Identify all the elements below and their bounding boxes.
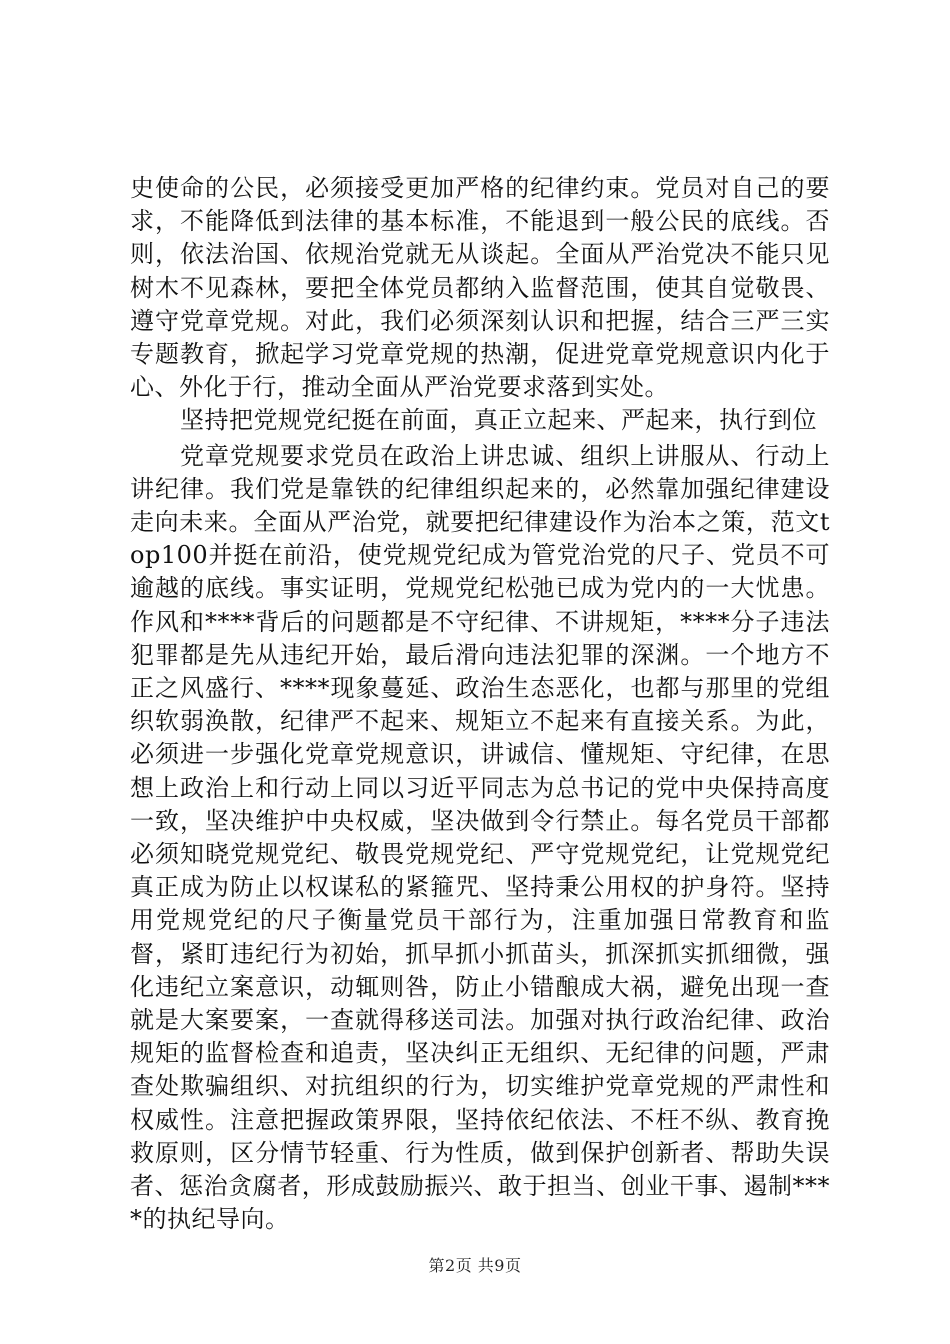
document-body bbox=[130, 172, 830, 1237]
section-heading: 坚持把党规党纪挺在前面，真正立起来、严起来，执行到位 bbox=[180, 406, 817, 435]
paragraph-body: 党章党规要求党员在政治上讲忠诚、组织上讲服从、行动上讲纪律。我们党是靠铁的纪律组织起来的，必然靠加强纪律建设走向未来。全面从严治党，就要把纪律建设作为治本之策，范文top100并挺在前沿，使党规党纪成为管党治党的尺子、党员不可逾越的底线。事实证明，党规党纪松弛已成为党内的一大忧患。作风和****背后的问题都是不守纪律、不讲规矩，****分子违法犯罪都是先从违纪开始，最后滑向违法犯罪的深渊。一个地方不正之风盛行、****现象蔓延、政治生态恶化，也都与那里的党组织软弱涣散，纪律严不起来、规矩立不起来有直接关系。为此，必须进一步强化党章党规意识，讲诚信、懂规矩、守纪律，在思想上政治上和行动上同以习近平同志为总书记的党中央保持高度一致，坚决维护中央权威，坚决做到令行禁止。每名党员干部都必须知晓党规党纪、敬畏党规党纪、严守党规党纪，让党规党纪真正成为防止以权谋私的紧箍咒、坚持秉公用权的护身符。坚持用党规党纪的尺子衡量党员干部行为，注重加强日常教育和监督，紧盯违纪行为初始，抓早抓小抓苗头，抓深抓实抓细微，强化违纪立案意识，动辄则咎，防止小错酿成大祸，避免出现一查就是大案要案，一查就得移送司法。加强对执行政治纪律、政治规矩的监督检查和追责，坚决纠正无组织、无纪律的问题，严肃查处欺骗组织、对抗组织的行为，切实维护党章党规的严肃性和权威性。注意把握政策界限，坚持依纪依法、不枉不纵、教育挽救原则，区分情节轻重、行为性质，做到保护创新者、帮助失误者、惩治贪腐者，形成鼓励振兴、敢于担当、创业干事、遏制****的执纪导向。 bbox=[130, 441, 830, 1234]
paragraph-continuation: 史使命的公民，必须接受更加严格的纪律约束。党员对自己的要求，不能降低到法律的基本标准，不能退到一般公民的底线。否则，依法治国、依规治党就无从谈起。全面从严治党决不能只见树木不见森林，要把全体党员都纳入监督范围，使其自觉敬畏、遵守党章党规。对此，我们必须深刻认识和把握，结合三严三实专题教育，掀起学习党章党规的热潮，促进党章党规意识内化于心、外化于行，推动全面从严治党要求落到实处。 bbox=[130, 174, 830, 402]
page-footer: 第2页 共9页 bbox=[428, 1256, 522, 1275]
